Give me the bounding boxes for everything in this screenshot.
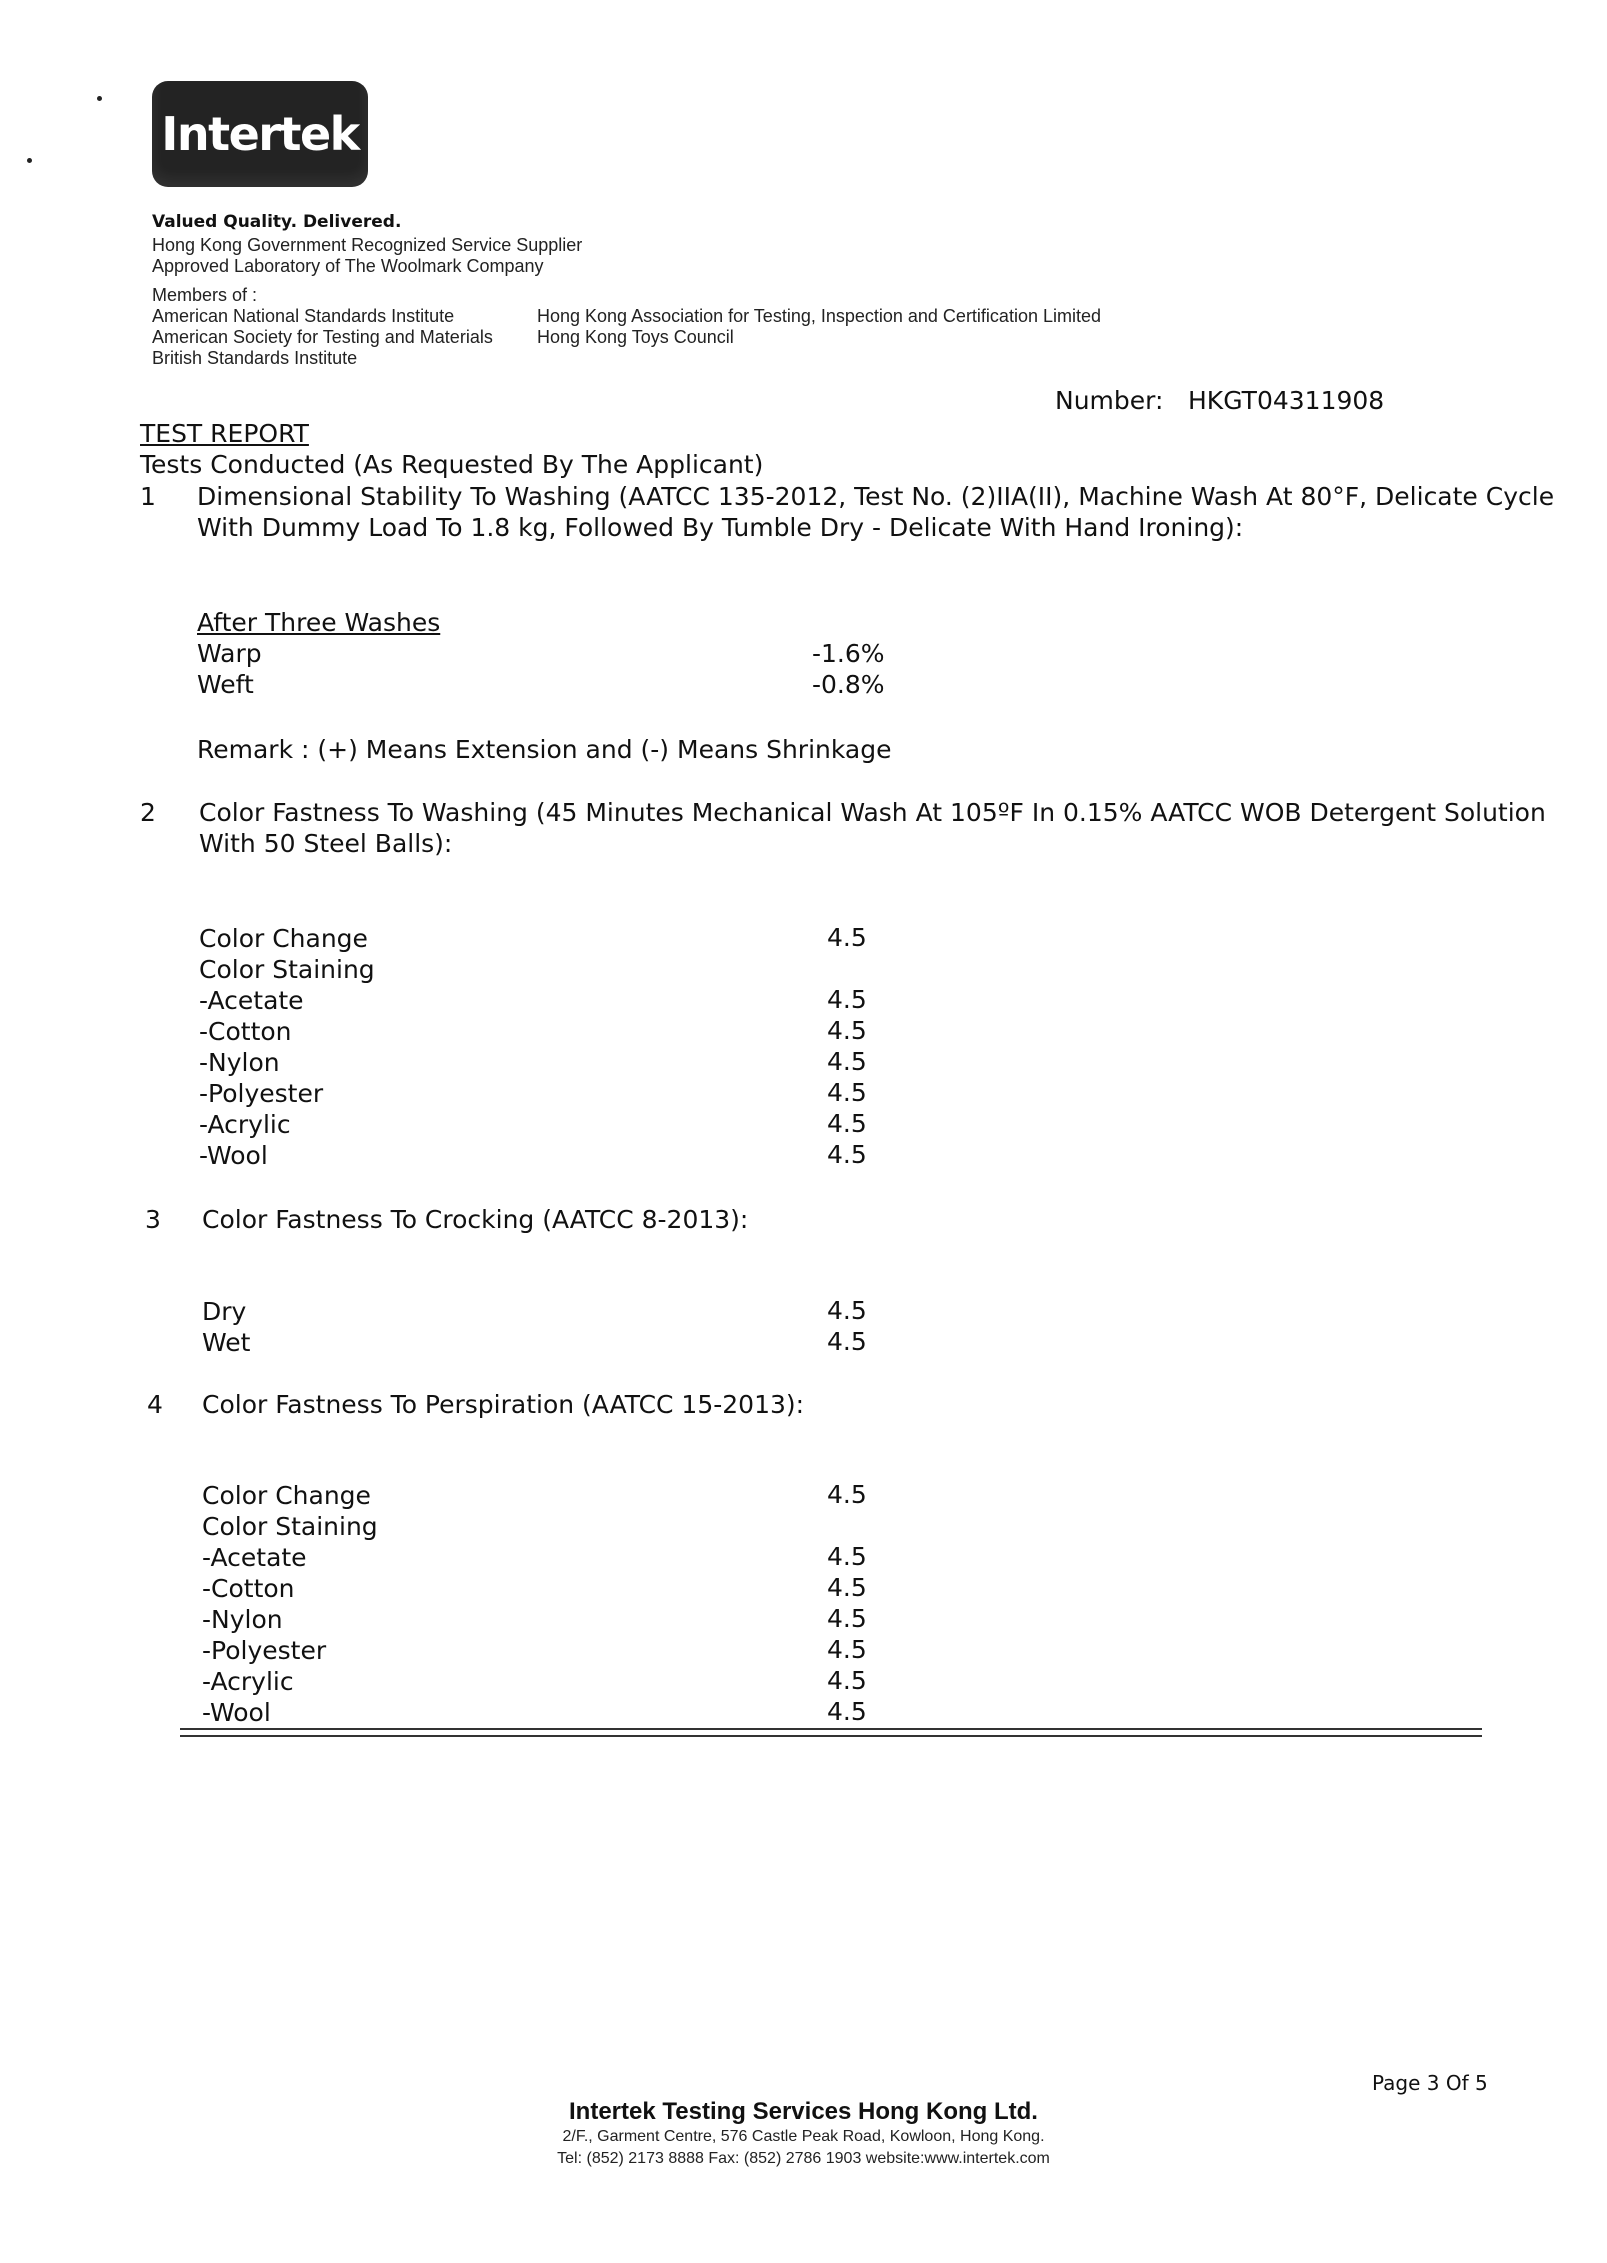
header-line-1: Hong Kong Government Recognized Service Supplier bbox=[152, 235, 583, 255]
result-label: -Wool bbox=[202, 1698, 271, 1727]
scan-speck bbox=[97, 96, 102, 101]
result-value: 4.5 bbox=[827, 1542, 867, 1571]
result-value: 4.5 bbox=[827, 1573, 867, 1602]
member-right-2: Hong Kong Toys Council bbox=[537, 327, 734, 347]
remark: Remark : (+) Means Extension and (-) Means Shrinkage bbox=[197, 735, 892, 764]
result-value: 4.5 bbox=[827, 1666, 867, 1695]
footer-contact: Tel: (852) 2173 8888 Fax: (852) 2786 1903 website:www.intertek.com bbox=[557, 2150, 1050, 2167]
section-heading-line: With 50 Steel Balls): bbox=[199, 829, 453, 858]
result-value: -1.6% bbox=[812, 639, 885, 668]
result-label: -Cotton bbox=[202, 1574, 295, 1603]
section-heading-line: Color Fastness To Perspiration (AATCC 15-2013): bbox=[202, 1390, 805, 1419]
footer-address: 2/F., Garment Centre, 576 Castle Peak Road, Kowloon, Hong Kong. bbox=[562, 2128, 1045, 2145]
result-value: 4.5 bbox=[827, 1480, 867, 1509]
end-separator bbox=[180, 1735, 1482, 1737]
member-left-1: American National Standards Institute bbox=[152, 306, 455, 326]
section-number: 3 bbox=[145, 1205, 161, 1234]
result-label: -Nylon bbox=[199, 1048, 280, 1077]
member-right-1: Hong Kong Association for Testing, Inspection and Certification Limited bbox=[537, 306, 1101, 326]
end-separator bbox=[180, 1728, 1482, 1730]
result-label: Weft bbox=[197, 670, 254, 699]
result-value: 4.5 bbox=[827, 1604, 867, 1633]
result-value: 4.5 bbox=[827, 1016, 867, 1045]
result-label: -Cotton bbox=[199, 1017, 292, 1046]
result-value: 4.5 bbox=[827, 1296, 867, 1325]
result-label: -Acrylic bbox=[199, 1110, 291, 1139]
section-number: 1 bbox=[140, 482, 156, 511]
result-label: -Acetate bbox=[202, 1543, 307, 1572]
result-label: -Polyester bbox=[202, 1636, 327, 1665]
result-label: Color Staining bbox=[202, 1512, 378, 1541]
member-left-2: American Society for Testing and Materials bbox=[152, 327, 493, 347]
section-heading-line: Color Fastness To Washing (45 Minutes Mechanical Wash At 105ºF In 0.15% AATCC WOB Detergent Solution bbox=[199, 798, 1546, 827]
result-value: 4.5 bbox=[827, 1109, 867, 1138]
result-label: Warp bbox=[197, 639, 262, 668]
page-number: Page 3 Of 5 bbox=[1372, 2071, 1488, 2095]
result-value: 4.5 bbox=[827, 923, 867, 952]
result-label: -Acrylic bbox=[202, 1667, 294, 1696]
scan-speck bbox=[27, 158, 32, 163]
result-label: Color Change bbox=[202, 1481, 371, 1510]
tagline: Valued Quality. Delivered. bbox=[152, 212, 402, 232]
report-number-label: Number: bbox=[1055, 386, 1164, 415]
member-left-3: British Standards Institute bbox=[152, 348, 358, 368]
report-title: TEST REPORT bbox=[140, 419, 309, 448]
section-heading-line: Color Fastness To Crocking (AATCC 8-2013): bbox=[202, 1205, 749, 1234]
footer-company: Intertek Testing Services Hong Kong Ltd. bbox=[569, 2098, 1038, 2125]
result-value: 4.5 bbox=[827, 1140, 867, 1169]
report-number-value: HKGT04311908 bbox=[1188, 386, 1385, 415]
result-value: 4.5 bbox=[827, 1327, 867, 1356]
result-value: 4.5 bbox=[827, 1635, 867, 1664]
result-value: 4.5 bbox=[827, 1078, 867, 1107]
result-label: Dry bbox=[202, 1297, 247, 1326]
report-subtitle: Tests Conducted (As Requested By The Applicant) bbox=[140, 450, 764, 479]
section-heading-line: Dimensional Stability To Washing (AATCC 135-2012, Test No. (2)IIA(II), Machine Wash At 80°F, Delicate Cycle bbox=[197, 482, 1555, 511]
result-label: -Acetate bbox=[199, 986, 304, 1015]
section-number: 2 bbox=[140, 798, 156, 827]
intertek-logo bbox=[152, 81, 368, 187]
result-label: Color Staining bbox=[199, 955, 375, 984]
result-label: Wet bbox=[202, 1328, 251, 1357]
result-label: -Nylon bbox=[202, 1605, 283, 1634]
result-value: 4.5 bbox=[827, 985, 867, 1014]
section-subheading: After Three Washes bbox=[197, 608, 441, 637]
header-line-2: Approved Laboratory of The Woolmark Company bbox=[152, 256, 544, 276]
section-number: 4 bbox=[147, 1390, 163, 1419]
section-heading-line: With Dummy Load To 1.8 kg, Followed By Tumble Dry - Delicate With Hand Ironing): bbox=[197, 513, 1244, 542]
result-label: -Wool bbox=[199, 1141, 268, 1170]
members-title: Members of : bbox=[152, 285, 258, 305]
result-value: -0.8% bbox=[812, 670, 885, 699]
result-label: Color Change bbox=[199, 924, 368, 953]
result-value: 4.5 bbox=[827, 1047, 867, 1076]
result-label: -Polyester bbox=[199, 1079, 324, 1108]
result-value: 4.5 bbox=[827, 1697, 867, 1726]
logo-text: Intertek bbox=[161, 107, 359, 161]
